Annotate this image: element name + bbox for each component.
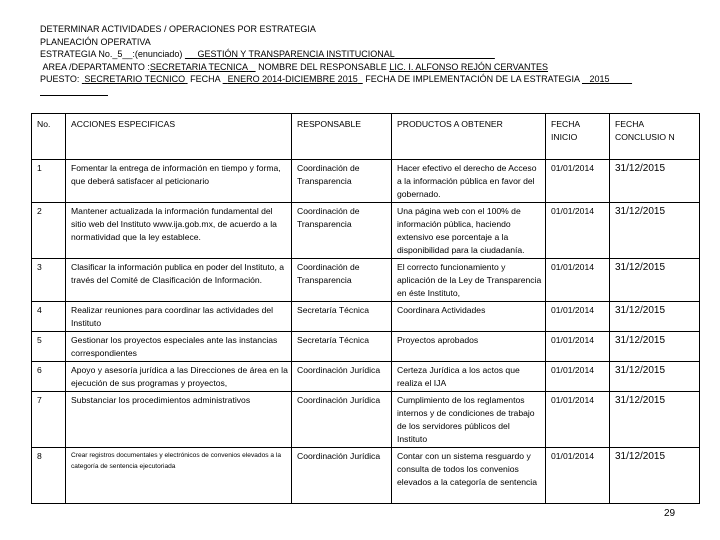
strategy-value: GESTIÓN Y TRANSPARENCIA INSTITUCIONAL xyxy=(197,49,395,60)
cell-inicio: 01/01/2014 xyxy=(546,362,610,392)
cell-producto: El correcto funcionamiento y aplicación de la Ley de Transparencia en éste Instituto, xyxy=(392,259,546,302)
cell-inicio: 01/01/2014 xyxy=(546,160,610,203)
cell-accion: Substanciar los procedimientos administrativos xyxy=(66,392,292,448)
cell-responsable: Secretaría Técnica xyxy=(292,302,392,332)
cell-fin: 31/12/2015 xyxy=(610,160,700,203)
cell-producto: Una página web con el 100% de información pública, haciendo extensivo ese porcentaje a la disponibilidad para la ciudadanía. xyxy=(392,203,546,259)
cell-accion: Apoyo y asesoría jurídica a las Direcciones de área en la ejecución de sus programas y proyectos, xyxy=(66,362,292,392)
cell-responsable: Coordinación de Transparencia xyxy=(292,259,392,302)
cell-producto: Hacer efectivo el derecho de Acceso a la información pública en favor del gobernado. xyxy=(392,160,546,203)
document-header xyxy=(40,23,680,99)
cell-no: 8 xyxy=(32,448,66,504)
responsible-value: LIC. I. ALFONSO REJÓN CERVANTES xyxy=(389,61,549,72)
strategy-label: ESTRATEGIA No._5__:(enunciado) xyxy=(40,49,183,60)
cell-accion: Realizar reuniones para coordinar las actividades del Instituto xyxy=(66,302,292,332)
cell-responsable: Coordinación de Transparencia xyxy=(292,203,392,259)
cell-no: 1 xyxy=(32,160,66,203)
table-row xyxy=(32,302,700,332)
table-row xyxy=(32,392,700,448)
cell-inicio: 01/01/2014 xyxy=(546,302,610,332)
cell-producto: Contar con un sistema resguardo y consulta de todos los convenios elevados a la categoría de sentencia xyxy=(392,448,546,504)
cell-responsable: Coordinación Jurídica xyxy=(292,392,392,448)
cell-fin: 31/12/2015 xyxy=(610,259,700,302)
cell-responsable: Coordinación de Transparencia xyxy=(292,160,392,203)
cell-no: 7 xyxy=(32,392,66,448)
cell-producto: Cumplimiento de los reglamentos internos y de condiciones de trabajo de los servidores públicos del Instituto xyxy=(392,392,546,448)
table-row xyxy=(32,448,700,504)
cell-responsable: Coordinación Jurídica xyxy=(292,362,392,392)
cell-producto: Coordinara Actividades xyxy=(392,302,546,332)
cell-no: 6 xyxy=(32,362,66,392)
header-fecha-conclusion: FECHA CONCLUSIO N xyxy=(610,114,700,160)
area-value: SECRETARIA TECNICA xyxy=(149,61,249,72)
cell-inicio: 01/01/2014 xyxy=(546,332,610,362)
cell-accion: Fomentar la entrega de información en tiempo y forma, que deberá satisfacer al peticionario xyxy=(66,160,292,203)
cell-fin: 31/12/2015 xyxy=(610,362,700,392)
table-row xyxy=(32,203,700,259)
cell-responsable: Coordinación Jurídica xyxy=(292,448,392,504)
area-label: AREA /DEPARTAMENTO : xyxy=(42,61,150,72)
header-fecha-inicio: FECHA INICIO xyxy=(546,114,610,160)
implementation-label: FECHA DE IMPLEMENTACIÓN DE LA ESTRATEGIA xyxy=(365,74,580,85)
cell-no: 5 xyxy=(32,332,66,362)
cell-no: 4 xyxy=(32,302,66,332)
cell-accion: Crear registros documentales y electrónicos de convenios elevados a la categoría de sentencia ejecutoriada xyxy=(66,448,292,504)
header-productos: PRODUCTOS A OBTENER xyxy=(392,114,546,160)
activities-table xyxy=(31,113,700,504)
header-puesto-line xyxy=(40,73,680,86)
header-title: DETERMINAR ACTIVIDADES / OPERACIONES POR ESTRATEGIA xyxy=(40,24,316,34)
cell-fin: 31/12/2015 xyxy=(610,203,700,259)
table-row xyxy=(32,362,700,392)
header-no: No. xyxy=(32,114,66,160)
header-area-line xyxy=(40,61,680,74)
table-row xyxy=(32,160,700,203)
implementation-value: 2015 xyxy=(589,74,610,85)
table-row xyxy=(32,259,700,302)
puesto-value: SECRETARIO TECNICO xyxy=(84,74,186,85)
cell-producto: Certeza Jurídica a los actos que realiza el IJA xyxy=(392,362,546,392)
header-subtitle: PLANEACIÓN OPERATIVA xyxy=(40,36,151,47)
fecha-value: ENERO 2014-DICIEMBRE 2015 xyxy=(227,74,358,85)
underline-blank xyxy=(40,86,108,96)
cell-fin: 31/12/2015 xyxy=(610,448,700,504)
puesto-label: PUESTO: xyxy=(40,74,80,85)
header-responsable: RESPONSABLE xyxy=(292,114,392,160)
cell-responsable: Secretaría Técnica xyxy=(292,332,392,362)
cell-fin: 31/12/2015 xyxy=(610,302,700,332)
cell-inicio: 01/01/2014 xyxy=(546,392,610,448)
header-trailing-line xyxy=(40,86,680,99)
page-number: 29 xyxy=(664,508,676,519)
cell-inicio: 01/01/2014 xyxy=(546,259,610,302)
header-acciones: ACCIONES ESPECIFICAS xyxy=(66,114,292,160)
responsible-label: NOMBRE DEL RESPONSABLE xyxy=(258,61,387,72)
fecha-label: FECHA xyxy=(190,74,221,85)
cell-no: 2 xyxy=(32,203,66,259)
cell-fin: 31/12/2015 xyxy=(610,332,700,362)
cell-producto: Proyectos aprobados xyxy=(392,332,546,362)
cell-accion: Gestionar los proyectos especiales ante las instancias correspondientes xyxy=(66,332,292,362)
cell-accion: Mantener actualizada la información fundamental del sitio web del Instituto www.ija.gob.mx, de acuerdo a la normatividad que la ley establece. xyxy=(66,203,292,259)
header-strategy-line xyxy=(40,48,680,61)
cell-no: 3 xyxy=(32,259,66,302)
cell-inicio: 01/01/2014 xyxy=(546,203,610,259)
cell-accion: Clasificar la información publica en poder del Instituto, a través del Comité de Clasificación de Información. xyxy=(66,259,292,302)
cell-inicio: 01/01/2014 xyxy=(546,448,610,504)
cell-fin: 31/12/2015 xyxy=(610,392,700,448)
table-header-row xyxy=(32,114,700,160)
table-row xyxy=(32,332,700,362)
